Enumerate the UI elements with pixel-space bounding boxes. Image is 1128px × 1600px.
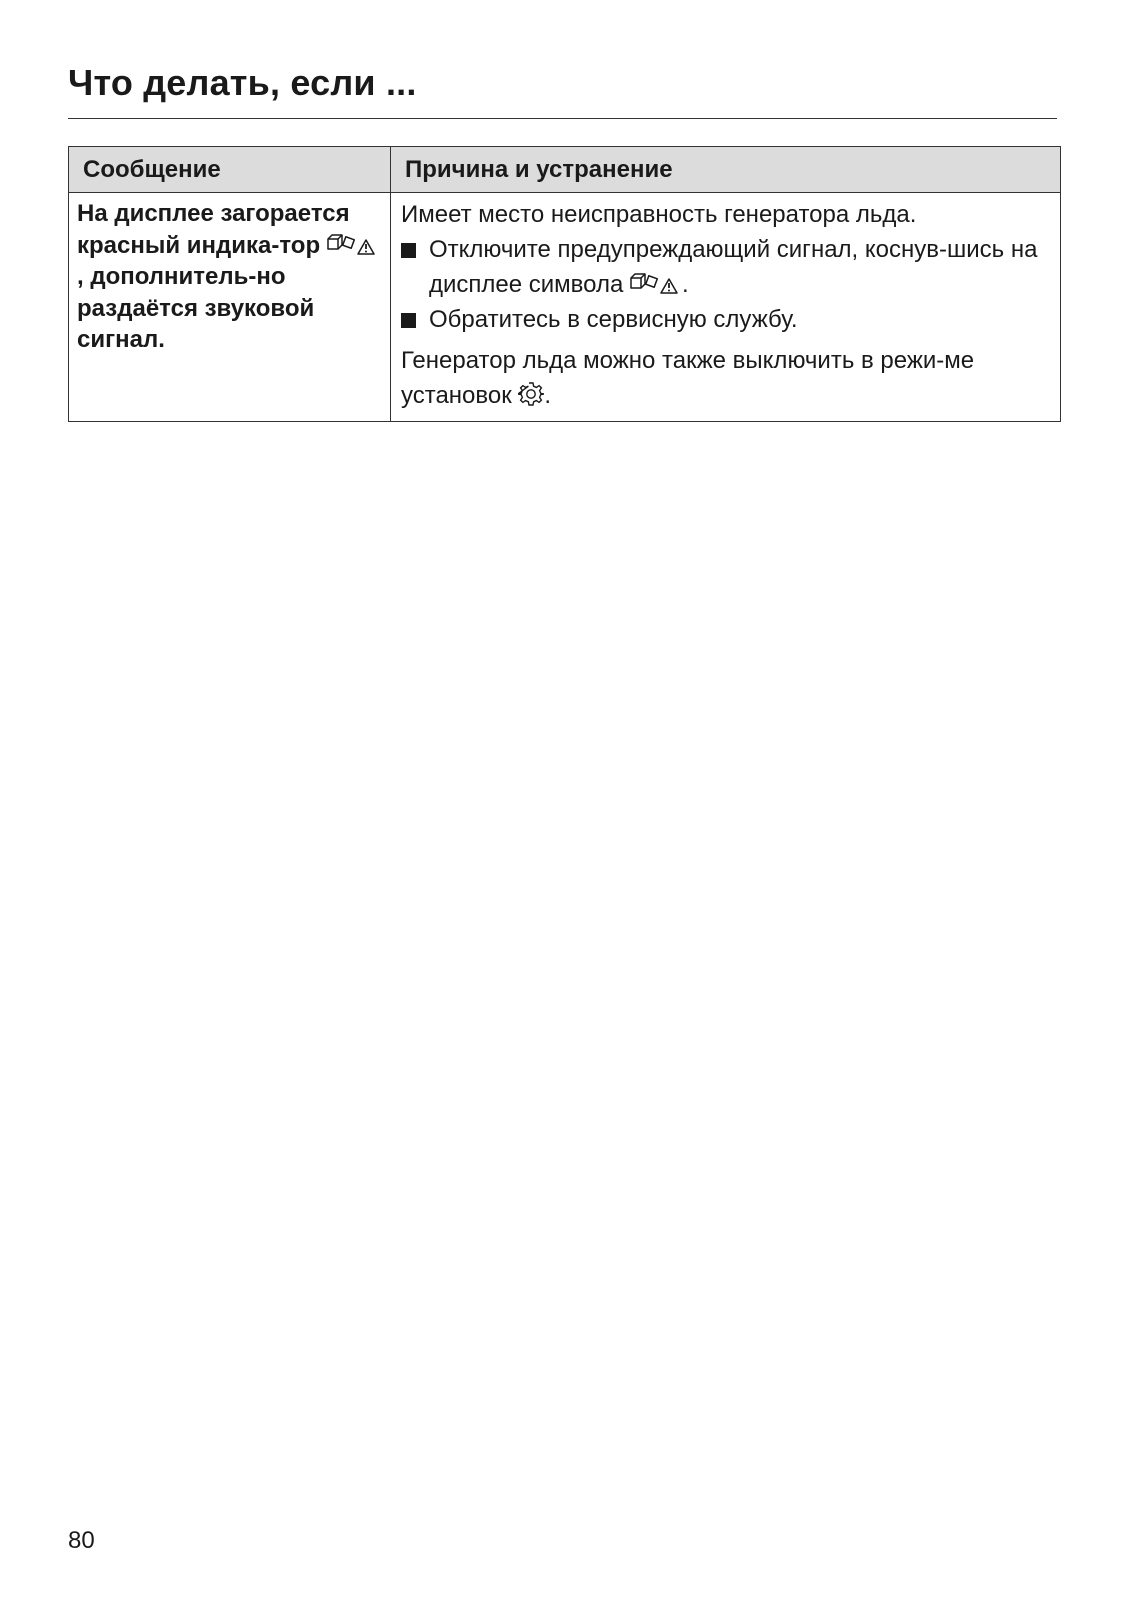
action-item <box>401 232 1048 302</box>
column-header-cause: Причина и устранение <box>391 147 1061 193</box>
gear-icon <box>518 381 544 407</box>
message-cell <box>69 193 391 422</box>
action-item <box>401 302 1048 337</box>
table-row <box>69 193 1061 422</box>
page-title: Что делать, если ... <box>68 62 417 103</box>
column-header-message: Сообщение <box>69 147 391 193</box>
note-text <box>401 343 1048 413</box>
ice-maker-warning-icon <box>630 271 682 295</box>
action-text-end: . <box>682 271 689 298</box>
note-text-end: . <box>544 382 552 409</box>
troubleshooting-table <box>68 146 1061 422</box>
square-bullet-icon <box>401 313 416 328</box>
note-text-start: Генератор льда можно также выключить в режи-ме установок <box>401 347 975 409</box>
action-text: Обратитесь в сервисную службу. <box>429 306 798 333</box>
cause-cell <box>391 193 1061 422</box>
message-text-end: , дополнитель-но раздаётся звуковой сигнал. <box>77 263 315 353</box>
cause-text: Имеет место неисправность генератора льда. <box>401 201 917 228</box>
message-text-start: На дисплее загорается красный индика-тор <box>77 200 350 259</box>
ice-maker-warning-icon <box>327 232 379 256</box>
action-text: Отключите предупреждающий сигнал, коснув-шись на дисплее символа <box>429 236 1038 298</box>
page-number: 80 <box>68 1527 95 1554</box>
table-header-row <box>69 147 1061 193</box>
title-divider <box>68 118 1057 119</box>
square-bullet-icon <box>401 243 416 258</box>
